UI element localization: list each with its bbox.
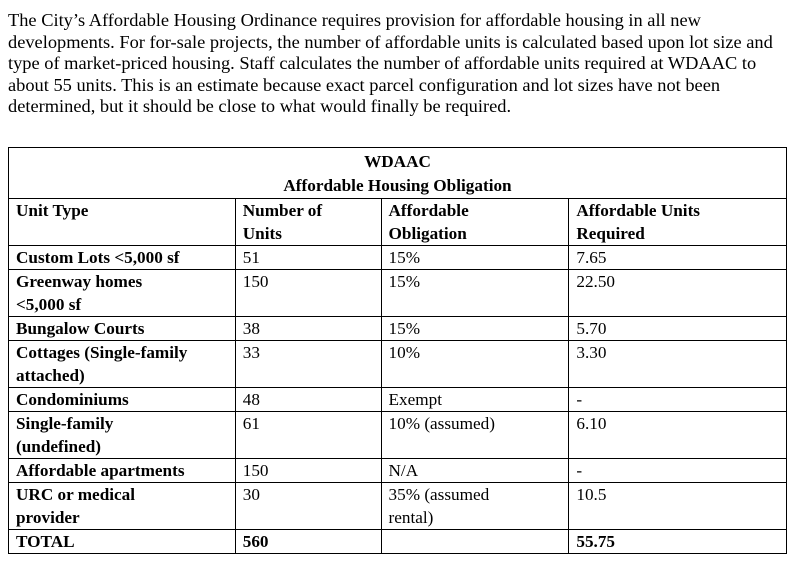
row-unit-type: Bungalow Courts — [9, 317, 236, 341]
row-number-of-units: 38 — [235, 317, 381, 341]
row-unit-type: Single-family (undefined) — [9, 412, 236, 459]
row-affordable-obligation: 15% — [381, 246, 569, 270]
header-affordable-units-required: Affordable Units Required — [569, 199, 787, 246]
row-affordable-obligation: 15% — [381, 270, 569, 317]
row-unit-type: Greenway homes <5,000 sf — [9, 270, 236, 317]
table-row — [9, 270, 787, 317]
row-affordable-units-required: 22.50 — [569, 270, 787, 317]
row-affordable-obligation: 15% — [381, 317, 569, 341]
row-number-of-units: 61 — [235, 412, 381, 459]
table-body — [9, 246, 787, 530]
total-label: TOTAL — [9, 530, 236, 554]
total-obligation — [381, 530, 569, 554]
row-unit-type: URC or medical provider — [9, 483, 236, 530]
table-header-row — [9, 199, 787, 246]
table-row — [9, 412, 787, 459]
row-affordable-obligation: N/A — [381, 459, 569, 483]
row-affordable-units-required: 5.70 — [569, 317, 787, 341]
row-unit-type: Cottages (Single-family attached) — [9, 341, 236, 388]
row-number-of-units: 150 — [235, 270, 381, 317]
table-total-row — [9, 530, 787, 554]
row-unit-type: Affordable apartments — [9, 459, 236, 483]
row-affordable-units-required: - — [569, 388, 787, 412]
table-row — [9, 483, 787, 530]
table-title-line2: Affordable Housing Obligation — [283, 176, 512, 195]
row-number-of-units: 30 — [235, 483, 381, 530]
row-number-of-units: 48 — [235, 388, 381, 412]
table-row — [9, 459, 787, 483]
table-title-row — [9, 148, 787, 199]
row-affordable-units-required: - — [569, 459, 787, 483]
table-title — [9, 148, 787, 199]
intro-paragraph: The City’s Affordable Housing Ordinance requires provision for affordable housing in all new developments. For for-sale projects, the number of affordable units is calculated based upon lot size and type of market-priced housing. Staff calculates the number of affordable units required at WDAAC to about 55 units. This is an estimate because exact parcel configuration and lot sizes have not been determined, but it should be close to what would finally be required. — [8, 10, 773, 117]
row-affordable-units-required: 6.10 — [569, 412, 787, 459]
table-title-line1: WDAAC — [364, 152, 431, 171]
row-number-of-units: 33 — [235, 341, 381, 388]
total-units: 560 — [235, 530, 381, 554]
row-number-of-units: 51 — [235, 246, 381, 270]
table-row — [9, 341, 787, 388]
row-number-of-units: 150 — [235, 459, 381, 483]
row-affordable-units-required: 7.65 — [569, 246, 787, 270]
total-required: 55.75 — [569, 530, 787, 554]
header-number-of-units: Number of Units — [235, 199, 381, 246]
row-affordable-units-required: 10.5 — [569, 483, 787, 530]
row-unit-type: Custom Lots <5,000 sf — [9, 246, 236, 270]
header-affordable-obligation: Affordable Obligation — [381, 199, 569, 246]
row-affordable-obligation: 10% — [381, 341, 569, 388]
affordable-housing-table — [8, 147, 787, 554]
row-unit-type: Condominiums — [9, 388, 236, 412]
row-affordable-obligation: 35% (assumed rental) — [381, 483, 569, 530]
header-unit-type: Unit Type — [9, 199, 236, 246]
row-affordable-units-required: 3.30 — [569, 341, 787, 388]
table-row — [9, 317, 787, 341]
table-row — [9, 388, 787, 412]
row-affordable-obligation: Exempt — [381, 388, 569, 412]
row-affordable-obligation: 10% (assumed) — [381, 412, 569, 459]
table-row — [9, 246, 787, 270]
